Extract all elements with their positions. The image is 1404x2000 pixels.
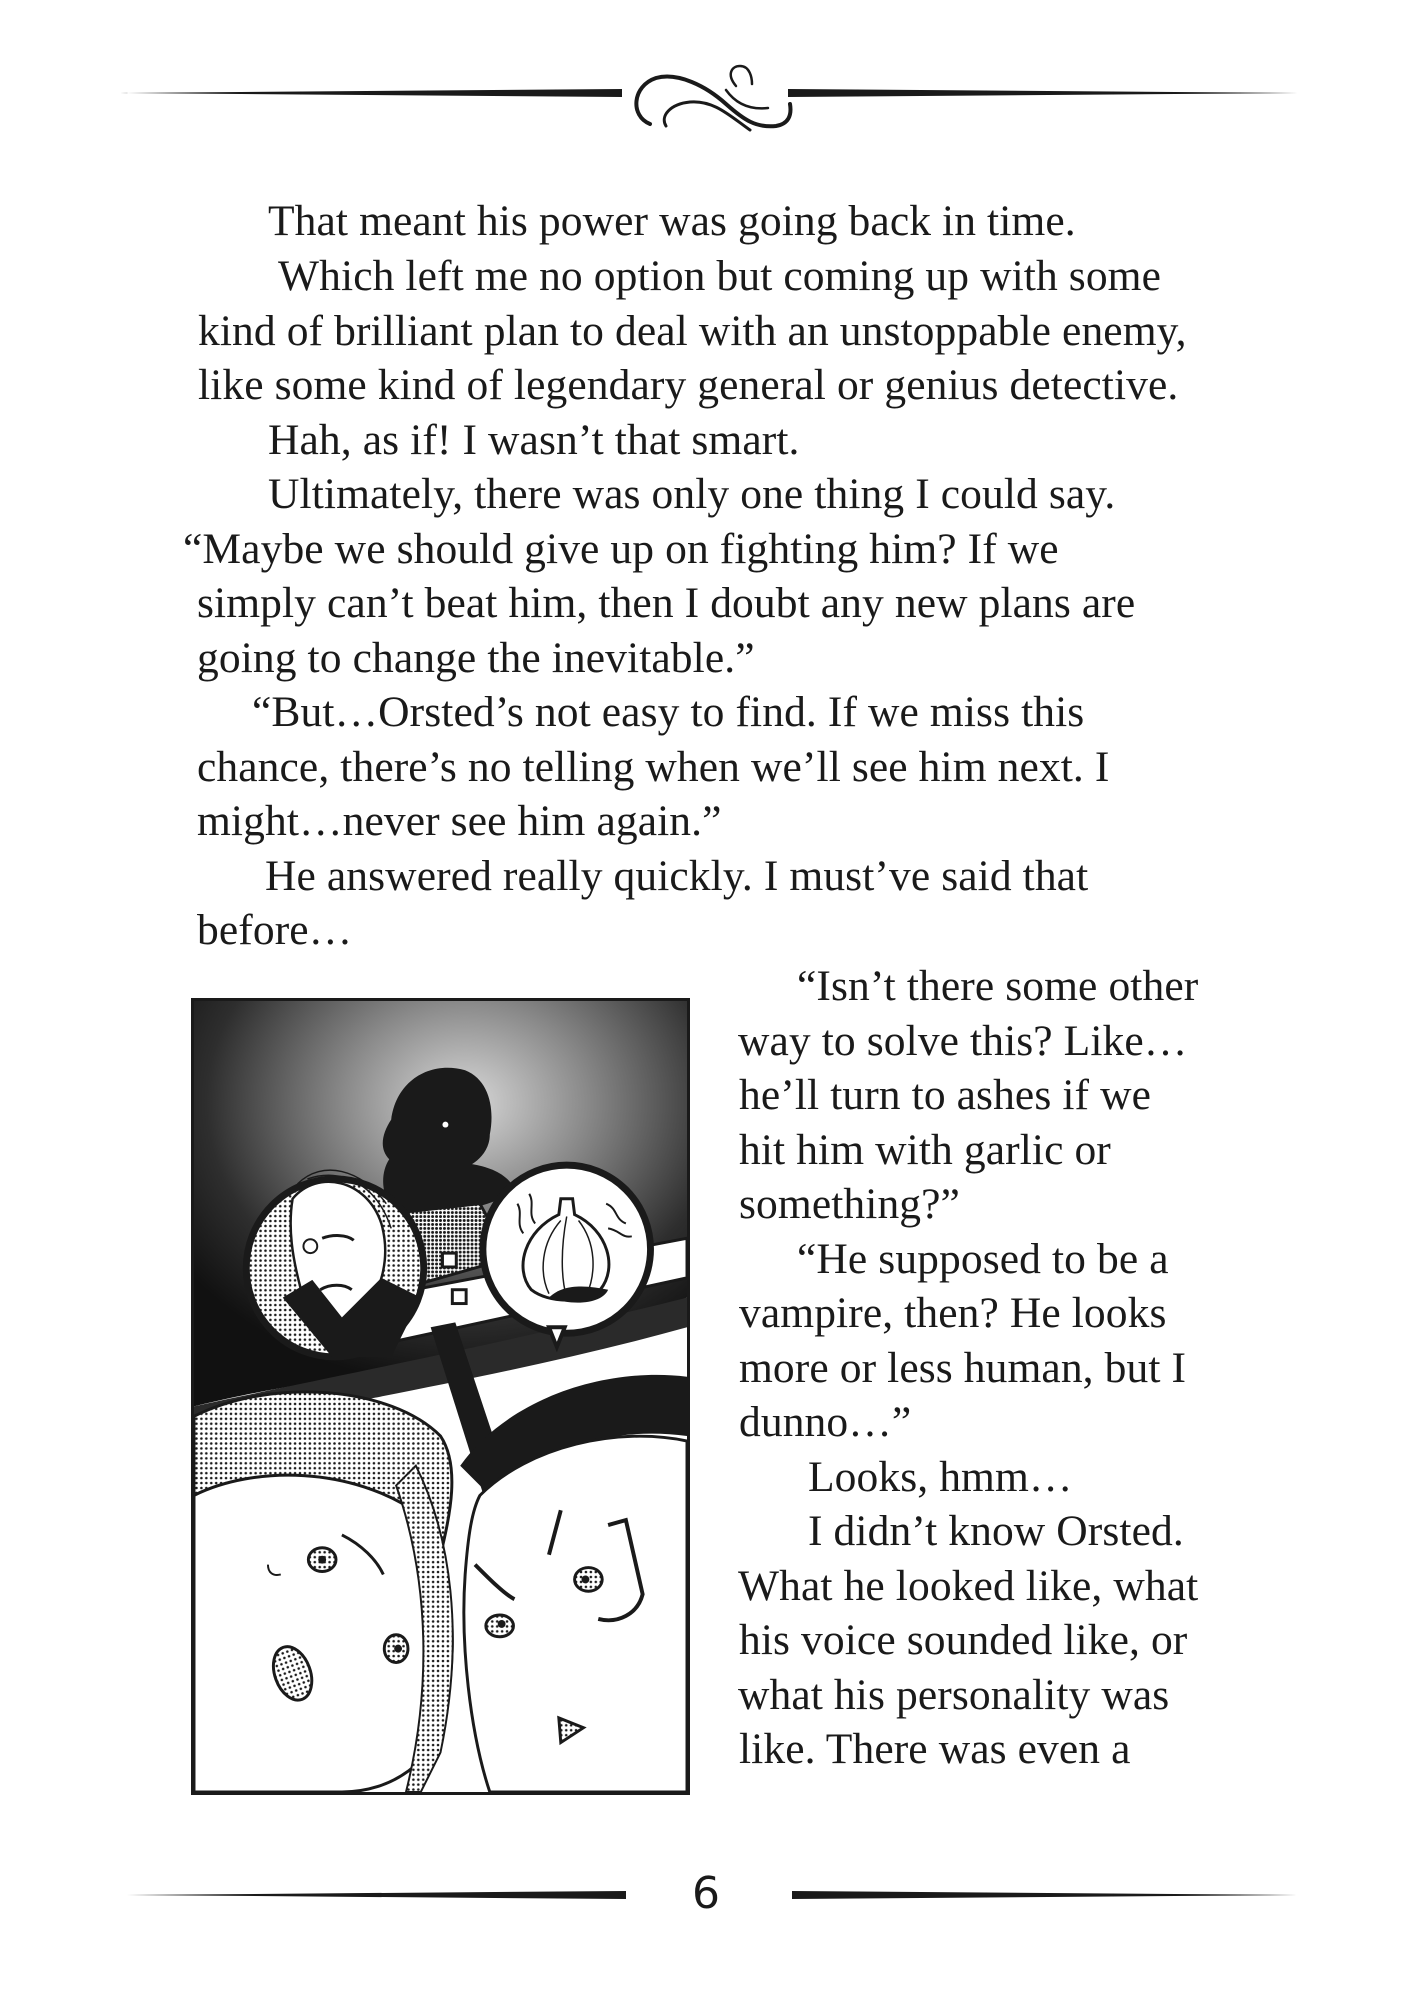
text-line: his voice sounded like, or: [739, 1616, 1188, 1664]
text-line: kind of brilliant plan to deal with an unstoppable enemy,: [198, 307, 1187, 355]
text-line: “Maybe we should give up on fighting him? If we: [183, 525, 1059, 573]
header-rule-right: [788, 88, 1298, 98]
text-line: way to solve this? Like…: [738, 1017, 1188, 1065]
text-line: before…: [197, 906, 353, 954]
text-line: vampire, then? He looks: [739, 1289, 1167, 1337]
text-line: more or less human, but I: [739, 1344, 1187, 1392]
text-line: “But…Orsted’s not easy to find. If we miss this: [252, 688, 1085, 736]
text-line: like some kind of legendary general or genius detective.: [198, 361, 1179, 409]
text-line: Which left me no option but coming up with some: [278, 252, 1162, 300]
text-line: dunno…”: [739, 1398, 912, 1446]
text-line: he’ll turn to ashes if we: [739, 1071, 1152, 1119]
text-line: what his personality was: [738, 1671, 1170, 1719]
text-line: “He supposed to be a: [797, 1235, 1169, 1283]
text-line: “Isn’t there some other: [797, 962, 1199, 1010]
text-line: hit him with garlic or: [739, 1126, 1111, 1174]
text-line: That meant his power was going back in time.: [268, 197, 1076, 245]
manga-illustration: [191, 998, 690, 1795]
text-line: Ultimately, there was only one thing I could say.: [268, 470, 1116, 518]
text-line: What he looked like, what: [738, 1562, 1199, 1610]
right-character-face: [460, 1375, 687, 1792]
text-line: might…never see him again.”: [197, 797, 722, 845]
footer-rule-right: [792, 1890, 1297, 1900]
text-line: Hah, as if! I wasn’t that smart.: [268, 416, 800, 464]
text-line: going to change the inevitable.”: [197, 634, 755, 682]
text-line: something?”: [739, 1180, 960, 1228]
text-line: chance, there’s no telling when we’ll see him next. I: [197, 743, 1110, 791]
text-line: like. There was even a: [739, 1725, 1131, 1773]
header-rule-left: [120, 88, 622, 98]
page-number: 6: [692, 1868, 720, 1919]
text-line: He answered really quickly. I must’ve said that: [265, 852, 1089, 900]
flourish-divider-icon: [626, 64, 794, 134]
footer-rule-left: [121, 1890, 626, 1900]
text-line: simply can’t beat him, then I doubt any new plans are: [197, 579, 1136, 627]
text-line: I didn’t know Orsted.: [808, 1507, 1184, 1555]
text-line: Looks, hmm…: [808, 1453, 1073, 1501]
left-character-face: [194, 1392, 453, 1792]
